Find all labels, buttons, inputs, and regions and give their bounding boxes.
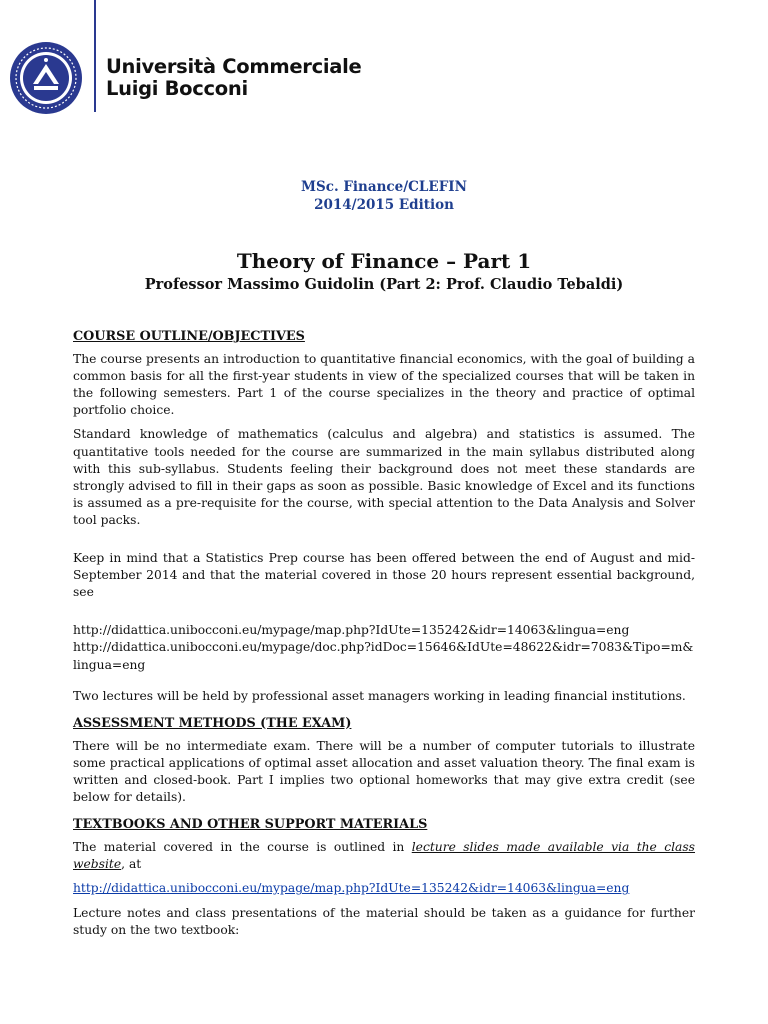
header-divider [94, 0, 96, 112]
textbooks-text-start: The material covered in the course is outlined in [73, 840, 412, 855]
edition-year: 2014/2015 Edition [314, 197, 454, 213]
document-header [0, 0, 768, 115]
spacer [73, 608, 695, 622]
program-name: MSc. Finance/CLEFIN [301, 179, 467, 195]
statistics-prep-url-2[interactable]: http://didattica.unibocconi.eu/mypage/doc.php?idDoc=15646&IdUte=48622&idr=7083&Tipo=m&lingua=eng [73, 640, 694, 672]
document-body [73, 328, 695, 946]
class-website-link[interactable]: http://didattica.unibocconi.eu/mypage/map.php?IdUte=135242&idr=14063&lingua=eng [73, 881, 630, 896]
lecture-slides-link[interactable]: lecture slides made available via the class website [73, 840, 695, 872]
professors-line: Professor Massimo Guidolin (Part 2: Prof. Claudio Tebaldi) [144, 276, 624, 293]
university-name [106, 56, 361, 100]
class-website-url[interactable] [73, 880, 695, 897]
section-heading-assessment: ASSESSMENT METHODS (THE EXAM) [73, 715, 352, 731]
textbooks-paragraph-1 [73, 839, 695, 873]
statistics-prep-url-1[interactable]: http://didattica.unibocconi.eu/mypage/map.php?IdUte=135242&idr=14063&lingua=eng [73, 623, 630, 638]
outline-paragraph-2: Standard knowledge of mathematics (calculus and algebra) and statistics is assumed. The quantitative tools needed for the course are summarized in the main syllabus distributed along with this sub-syllabus. Students feeling their background does not meet these standards are strongly advised to fill in their gaps as soon as possible. Basic knowledge of Excel and its functions is assumed as a pre-requisite for the course, with special attention to the Data Analysis and Solver tool packs. [73, 427, 695, 527]
university-name-line1: Università Commerciale [106, 55, 362, 78]
textbooks-text-end: , at [121, 857, 142, 872]
outline-paragraph-1: The course presents an introduction to quantitative financial economics, with the goal of building a common basis for all the first-year students in view of the specialized courses that will be taken in the following semesters. Part 1 of the course specializes in the theory and practice of optimal portfolio choice. [73, 352, 695, 418]
outline-paragraph-3: Keep in mind that a Statistics Prep course has been offered between the end of August and mid-September 2014 and that the material covered in those 20 hours represent essential background, see [73, 551, 695, 600]
section-heading-outline: COURSE OUTLINE/OBJECTIVES [73, 329, 305, 344]
outline-paragraph-4: Two lectures will be held by professional asset managers working in leading financial institutions. [73, 688, 686, 703]
course-title: Theory of Finance – Part 1 [236, 249, 532, 273]
bocconi-seal-logo [8, 40, 84, 116]
textbooks-paragraph-2: Lecture notes and class presentations of the material should be taken as a guidance for further study on the two textbook: [73, 905, 695, 937]
spacer [73, 536, 695, 550]
spacer [73, 674, 695, 688]
assessment-paragraph: There will be no intermediate exam. There will be a number of computer tutorials to illustrate some practical applications of optimal asset allocation and asset valuation theory. The final exam is written and closed-book. Part I implies two optional homeworks that may give extra credit (see below for details). [73, 738, 695, 805]
section-heading-textbooks: TEXTBOOKS AND OTHER SUPPORT MATERIALS [73, 817, 428, 833]
university-name-line2: Luigi Bocconi [106, 77, 248, 100]
